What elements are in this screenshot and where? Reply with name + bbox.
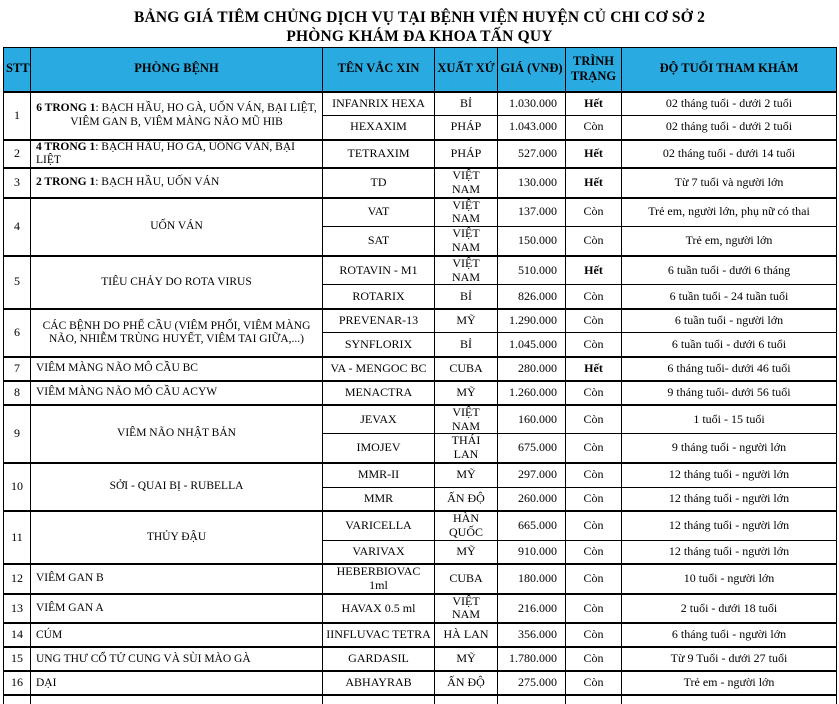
- disease-name: VIÊM MÀNG NÃO MÔ CẦU BC: [36, 362, 198, 375]
- disease-cell: [31, 405, 323, 463]
- disease-name: CÚM: [36, 628, 63, 641]
- status-cell: Còn: [566, 405, 622, 434]
- disease-name: VIÊM NÃO NHẬT BẢN: [117, 427, 236, 440]
- status-cell: Còn: [566, 198, 622, 227]
- header-status: TRÌNH TRẠNG: [566, 48, 622, 92]
- price-cell: 1.043.000: [498, 116, 566, 140]
- table-row: [4, 381, 837, 405]
- origin-cell: VIỆT NAM: [435, 198, 498, 227]
- age-cell: 02 tháng tuổi - dưới 2 tuổi: [622, 92, 837, 116]
- table-row: [4, 594, 837, 624]
- header-disease: PHÒNG BỆNH: [31, 48, 323, 92]
- vaccine-name-cell: MMR: [323, 487, 435, 511]
- age-cell: 02 tháng tuổi - dưới 2 tuổi: [622, 116, 837, 140]
- status-cell: Còn: [566, 511, 622, 540]
- price-table: [3, 47, 837, 704]
- status-cell: Còn: [566, 594, 622, 624]
- age-cell: 12 tháng tuổi - người lớn: [622, 463, 837, 487]
- stt-cell: 4: [4, 198, 31, 256]
- price-cell: 1.030.000: [498, 92, 566, 116]
- price-cell: 1.260.000: [498, 381, 566, 405]
- disease-cell: [31, 564, 323, 594]
- age-cell: 6 tháng tuổi- dưới 46 tuổi: [622, 357, 837, 381]
- price-cell: 356.000: [498, 623, 566, 647]
- price-cell: 1.290.000: [498, 309, 566, 333]
- empty-cell: [435, 695, 498, 704]
- price-cell: 527.000: [498, 140, 566, 168]
- vaccine-name-cell: ABHAYRAB: [323, 671, 435, 695]
- price-cell: 1.045.000: [498, 333, 566, 357]
- age-cell: 6 tuần tuổi - 24 tuần tuổi: [622, 285, 837, 309]
- stt-cell: 5: [4, 256, 31, 309]
- status-cell: Còn: [566, 487, 622, 511]
- age-cell: 1 tuổi - 15 tuổi: [622, 405, 837, 434]
- table-row: [4, 256, 837, 285]
- vaccine-name-cell: IINFLUVAC TETRA: [323, 623, 435, 647]
- price-cell: 130.000: [498, 168, 566, 198]
- disease-cell: [31, 623, 323, 647]
- table-row: [4, 511, 837, 540]
- disease-name: VIÊM MÀNG NÃO MÔ CẦU ACYW: [36, 386, 218, 399]
- price-cell: 275.000: [498, 671, 566, 695]
- vaccine-name-cell: VARIVAX: [323, 540, 435, 564]
- vaccine-name-cell: IMOJEV: [323, 434, 435, 463]
- stt-cell: 10: [4, 463, 31, 511]
- disease-name: : BẠCH HẦU, UỐN VÁN: [95, 176, 220, 189]
- price-cell: 826.000: [498, 285, 566, 309]
- empty-cell: [622, 695, 837, 704]
- age-cell: Trẻ em, người lớn, phụ nữ có thai: [622, 198, 837, 227]
- status-cell: Hết: [566, 357, 622, 381]
- table-row: [4, 564, 837, 594]
- vaccine-name-cell: HEXAXIM: [323, 116, 435, 140]
- table-row: [4, 140, 837, 168]
- vaccine-name-cell: JEVAX: [323, 405, 435, 434]
- stt-cell: 13: [4, 594, 31, 624]
- vaccine-name-cell: ROTARIX: [323, 285, 435, 309]
- status-cell: Hết: [566, 168, 622, 198]
- vaccine-name-cell: VA - MENGOC BC: [323, 357, 435, 381]
- status-cell: Còn: [566, 564, 622, 594]
- price-cell: 260.000: [498, 487, 566, 511]
- price-cell: 297.000: [498, 463, 566, 487]
- disease-cell: [31, 357, 323, 381]
- status-cell: Còn: [566, 381, 622, 405]
- disease-name: UNG THƯ CỔ TỬ CUNG VÀ SÙI MÀO GÀ: [36, 652, 251, 665]
- vaccine-name-cell: VARICELLA: [323, 511, 435, 540]
- vaccine-name-cell: INFANRIX HEXA: [323, 92, 435, 116]
- disease-cell: [31, 198, 323, 256]
- status-cell: Hết: [566, 92, 622, 116]
- age-cell: 12 tháng tuổi - người lớn: [622, 487, 837, 511]
- stt-cell: 3: [4, 168, 31, 198]
- disease-cell: [31, 594, 323, 624]
- age-cell: Trẻ em, người lớn: [622, 227, 837, 256]
- empty-cell: [31, 695, 323, 704]
- price-cell: 137.000: [498, 198, 566, 227]
- table-row: [4, 92, 837, 116]
- origin-cell: MỸ: [435, 463, 498, 487]
- age-cell: 9 tháng tuổi - người lớn: [622, 434, 837, 463]
- disease-cell: [31, 309, 323, 357]
- stt-cell: 16: [4, 671, 31, 695]
- header-age: ĐỘ TUỔI THAM KHÁM: [622, 48, 837, 92]
- header-price: GIÁ (VNĐ): [498, 48, 566, 92]
- status-cell: Còn: [566, 623, 622, 647]
- origin-cell: MỸ: [435, 647, 498, 671]
- origin-cell: PHÁP: [435, 140, 498, 168]
- origin-cell: VIỆT NAM: [435, 405, 498, 434]
- price-cell: 150.000: [498, 227, 566, 256]
- page-title-line2: PHÒNG KHÁM ĐA KHOA TẤN QUY: [286, 28, 553, 45]
- origin-cell: VIỆT NAM: [435, 227, 498, 256]
- origin-cell: MỸ: [435, 309, 498, 333]
- stt-cell: 2: [4, 140, 31, 168]
- age-cell: 02 tháng tuổi - dưới 14 tuổi: [622, 140, 837, 168]
- empty-cell: [498, 695, 566, 704]
- stt-cell: 6: [4, 309, 31, 357]
- stt-cell: 15: [4, 647, 31, 671]
- stt-cell: 7: [4, 357, 31, 381]
- disease-name: SỞI - QUAI BỊ - RUBELLA: [109, 480, 244, 493]
- empty-cell: [4, 695, 31, 704]
- age-cell: Từ 9 Tuổi - dưới 27 tuổi: [622, 647, 837, 671]
- table-row: [4, 623, 837, 647]
- price-cell: 216.000: [498, 594, 566, 624]
- price-cell: 280.000: [498, 357, 566, 381]
- vaccine-name-cell: ROTAVIN - M1: [323, 256, 435, 285]
- price-cell: 510.000: [498, 256, 566, 285]
- disease-name: CÁC BỆNH DO PHẾ CẦU (VIÊM PHỔI, VIÊM MÀNG NÃO, NHIỄM TRÙNG HUYẾT, VIÊM TAI GIỮA,...): [42, 319, 311, 345]
- disease-cell: [31, 168, 323, 198]
- header-origin: XUẤT XỨ: [435, 48, 498, 92]
- empty-cell: [323, 695, 435, 704]
- header-vaccine: TÊN VẮC XIN: [323, 48, 435, 92]
- vaccine-name-cell: MMR-II: [323, 463, 435, 487]
- age-cell: 6 tháng tuổi - người lớn: [622, 623, 837, 647]
- price-cell: 1.780.000: [498, 647, 566, 671]
- status-cell: Còn: [566, 116, 622, 140]
- header-row: [4, 48, 837, 92]
- page-title: [0, 0, 839, 46]
- vaccine-name-cell: MENACTRA: [323, 381, 435, 405]
- vaccine-name-cell: SAT: [323, 227, 435, 256]
- age-cell: 6 tuần tuổi - người lớn: [622, 309, 837, 333]
- price-cell: 180.000: [498, 564, 566, 594]
- cutoff-empty-row: [4, 695, 837, 704]
- status-cell: Còn: [566, 671, 622, 695]
- status-cell: Còn: [566, 309, 622, 333]
- age-cell: Trẻ em - người lớn: [622, 671, 837, 695]
- origin-cell: MỸ: [435, 540, 498, 564]
- stt-cell: 11: [4, 511, 31, 564]
- age-cell: Từ 7 tuổi và người lớn: [622, 168, 837, 198]
- age-cell: 6 tuần tuổi - dưới 6 tháng: [622, 256, 837, 285]
- table-row: [4, 463, 837, 487]
- origin-cell: MỸ: [435, 381, 498, 405]
- status-cell: Hết: [566, 256, 622, 285]
- disease-name: UỐN VÁN: [150, 220, 203, 233]
- disease-cell: [31, 463, 323, 511]
- disease-name: VIÊM GAN B: [36, 572, 104, 585]
- origin-cell: BỈ: [435, 92, 498, 116]
- origin-cell: HÀ LAN: [435, 623, 498, 647]
- status-cell: Còn: [566, 463, 622, 487]
- vaccine-name-cell: VAT: [323, 198, 435, 227]
- stt-cell: 8: [4, 381, 31, 405]
- origin-cell: CUBA: [435, 564, 498, 594]
- disease-cell: [31, 647, 323, 671]
- disease-cell: [31, 671, 323, 695]
- disease-cell: [31, 92, 323, 140]
- price-cell: 675.000: [498, 434, 566, 463]
- status-cell: Còn: [566, 285, 622, 309]
- table-row: [4, 357, 837, 381]
- vaccine-name-cell: HAVAX 0.5 ml: [323, 594, 435, 624]
- origin-cell: PHÁP: [435, 116, 498, 140]
- disease-name: : BẠCH HẦU, HO GÀ, UỐNG VÁN, BẠI LIỆT: [36, 140, 295, 166]
- price-cell: 910.000: [498, 540, 566, 564]
- origin-cell: VIỆT NAM: [435, 594, 498, 624]
- empty-cell: [566, 695, 622, 704]
- vaccine-name-cell: PREVENAR-13: [323, 309, 435, 333]
- stt-cell: 1: [4, 92, 31, 140]
- disease-name: THỦY ĐẬU: [146, 530, 207, 543]
- table-row: [4, 309, 837, 333]
- age-cell: 10 tuổi - người lớn: [622, 564, 837, 594]
- disease-name: : BẠCH HẦU, HO GÀ, UỐN VÁN, BẠI LIỆT, VIÊM GAN B, VIÊM MÀNG NÃO MŨ HIB: [70, 102, 317, 128]
- origin-cell: THÁI LAN: [435, 434, 498, 463]
- vaccine-name-cell: SYNFLORIX: [323, 333, 435, 357]
- origin-cell: HÀN QUỐC: [435, 511, 498, 540]
- vaccine-name-cell: TETRAXIM: [323, 140, 435, 168]
- origin-cell: CUBA: [435, 357, 498, 381]
- disease-cell: [31, 140, 323, 168]
- price-cell: 160.000: [498, 405, 566, 434]
- table-row: [4, 168, 837, 198]
- origin-cell: BỈ: [435, 333, 498, 357]
- status-cell: Còn: [566, 434, 622, 463]
- origin-cell: VIỆT NAM: [435, 168, 498, 198]
- age-cell: 9 tháng tuổi- dưới 56 tuổi: [622, 381, 837, 405]
- origin-cell: ẤN ĐỘ: [435, 487, 498, 511]
- stt-cell: 12: [4, 564, 31, 594]
- status-cell: Còn: [566, 227, 622, 256]
- disease-prefix: 6 TRONG 1: [36, 102, 96, 115]
- table-row: [4, 198, 837, 227]
- price-cell: 665.000: [498, 511, 566, 540]
- origin-cell: ẤN ĐỘ: [435, 671, 498, 695]
- origin-cell: BỈ: [435, 285, 498, 309]
- status-cell: Còn: [566, 333, 622, 357]
- status-cell: Hết: [566, 140, 622, 168]
- disease-name: DẠI: [36, 676, 57, 689]
- status-cell: Còn: [566, 540, 622, 564]
- table-row: [4, 671, 837, 695]
- disease-name: VIÊM GAN A: [36, 601, 104, 614]
- page-title-line1: BẢNG GIÁ TIÊM CHỦNG DỊCH VỤ TẠI BỆNH VIỆN HUYỆN CỦ CHI CƠ SỞ 2: [133, 9, 706, 26]
- vaccine-name-cell: GARDASIL: [323, 647, 435, 671]
- header-stt: STT: [4, 48, 31, 92]
- stt-cell: 9: [4, 405, 31, 463]
- origin-cell: VIỆT NAM: [435, 256, 498, 285]
- vaccine-name-cell: TD: [323, 168, 435, 198]
- age-cell: 6 tuần tuổi - dưới 6 tuổi: [622, 333, 837, 357]
- disease-prefix: 4 TRONG 1: [36, 140, 96, 153]
- disease-cell: [31, 381, 323, 405]
- disease-cell: [31, 511, 323, 564]
- table-row: [4, 405, 837, 434]
- table-row: [4, 647, 837, 671]
- age-cell: 2 tuổi - dưới 18 tuổi: [622, 594, 837, 624]
- disease-name: TIÊU CHẢY DO ROTA VIRUS: [101, 275, 252, 288]
- disease-cell: [31, 256, 323, 309]
- vaccine-name-cell: HEBERBIOVAC 1ml: [323, 564, 435, 594]
- age-cell: 12 tháng tuổi - người lớn: [622, 540, 837, 564]
- disease-prefix: 2 TRONG 1: [36, 176, 96, 189]
- age-cell: 12 tháng tuổi - người lớn: [622, 511, 837, 540]
- stt-cell: 14: [4, 623, 31, 647]
- status-cell: Còn: [566, 647, 622, 671]
